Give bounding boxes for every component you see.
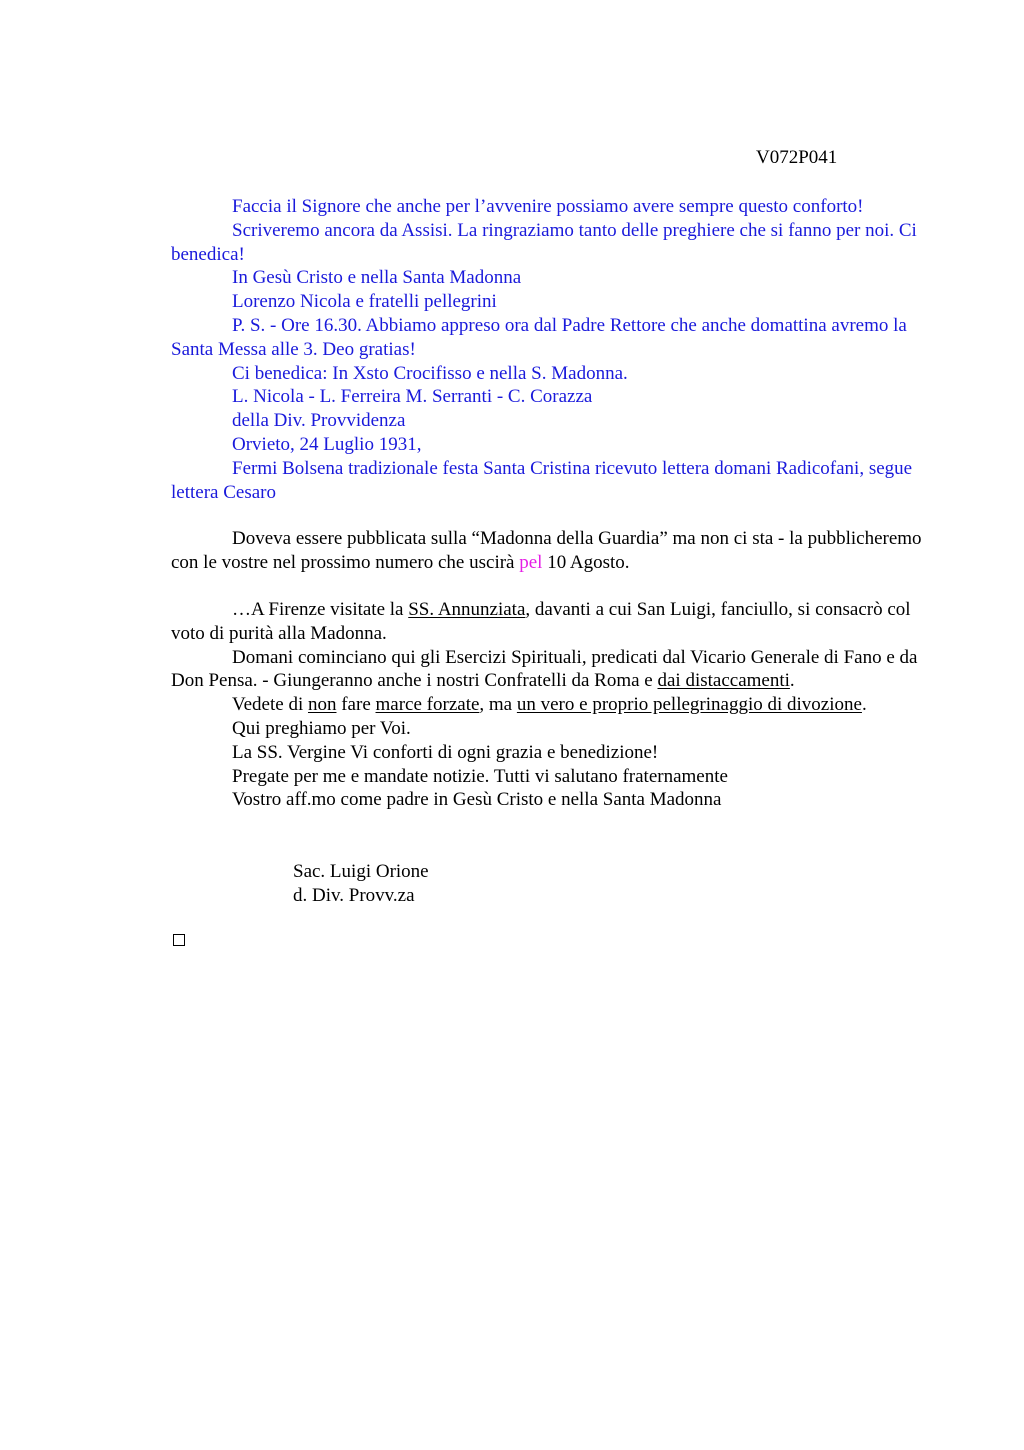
letter-para-1-underlined: SS. Annunziata [408,599,526,620]
letter-para-1 [171,598,931,646]
letter-para-3-underlined-3: un vero e proprio pellegrinaggio di divozione [516,694,862,716]
letter-line-5: La SS. Vergine Vi conforti di ogni grazia e benedizione! [232,741,659,763]
letter-line-4: Qui preghiamo per Voi. [232,717,411,739]
letter-para-2-underlined: dai distaccamenti [657,670,790,692]
letter-para-3 [171,693,931,717]
pilgrims-para-5: P. S. - Ore 16.30. Abbiamo appreso ora dal Padre Rettore che anche domattina avremo la Santa Messa alle 3. Deo gratias! [171,314,907,360]
editorial-paragraph [171,527,931,575]
letter-para-3-text-c: , ma [479,694,517,716]
letter-para-3-underlined-2: marce forzate [375,694,480,716]
editorial-highlight: pel [519,551,543,573]
editorial-text-after: 10 Agosto. [542,551,630,573]
pilgrims-line-7: L. Nicola - L. Ferreira M. Serranti - C. Corazza [232,386,593,408]
letter-line-7: Vostro aff.mo come padre in Gesù Cristo e nella Santa Madonna [232,789,722,811]
letter-para-2-text-b: . [789,670,795,692]
letter-para-2 [171,646,931,694]
pilgrims-letter [171,195,931,504]
pilgrims-para-2: Scriveremo ancora da Assisi. La ringraziamo tanto delle preghiere che si fanno per noi. Ci benedica! [171,219,917,265]
pilgrims-line-8: della Div. Provvidenza [232,410,406,432]
signature-block [171,860,931,908]
editorial-text-before: Doveva essere pubblicata sulla “Madonna della Guardia” ma non ci sta - la pubblicheremo con le vostre nel prossimo numero che uscirà [171,528,922,573]
orione-letter [171,598,931,812]
letter-para-2-text-a: Domani cominciano qui gli Esercizi Spirituali, predicati dal Vicario Generale di Fano e da Don Pensa. - Giungeranno anche i nostri Confratelli da Roma e [171,646,918,692]
pilgrims-line-9: Orvieto, 24 Luglio 1931, [232,433,422,455]
letter-para-1-text-b: , davanti a cui San Luigi, fanciullo, si consacrò col voto di purità alla Madonna. [171,599,911,644]
end-of-document-square-icon [173,934,185,946]
pilgrims-line-4: Lorenzo Nicola e fratelli pellegrini [232,291,497,313]
letter-para-1-text-a: …A Firenze visitate la [232,599,409,620]
letter-para-3-text-b: fare [336,694,376,716]
letter-para-3-text-a: Vedete di [232,694,308,716]
letter-line-6: Pregate per me e mandate notizie. Tutti vi salutano fraternamente [232,765,728,787]
pilgrims-para-10: Fermi Bolsena tradizionale festa Santa Cristina ricevuto lettera domani Radicofani, segue lettera Cesaro [171,457,913,503]
pilgrims-line-3: In Gesù Cristo e nella Santa Madonna [232,267,522,289]
pilgrims-line-6: Ci benedica: In Xsto Crocifisso e nella S. Madonna. [232,362,628,384]
editorial-note [171,527,931,575]
letter-para-3-underlined-1: non [307,694,337,716]
page-id: V072P041 [756,147,838,168]
pilgrims-line-1: Faccia il Signore che anche per l’avvenire possiamo avere sempre questo conforto! [232,196,864,217]
signature-name: Sac. Luigi Orione [293,861,429,882]
signature-title: d. Div. Provv.za [293,884,415,906]
letter-para-3-text-d: . [861,694,867,716]
